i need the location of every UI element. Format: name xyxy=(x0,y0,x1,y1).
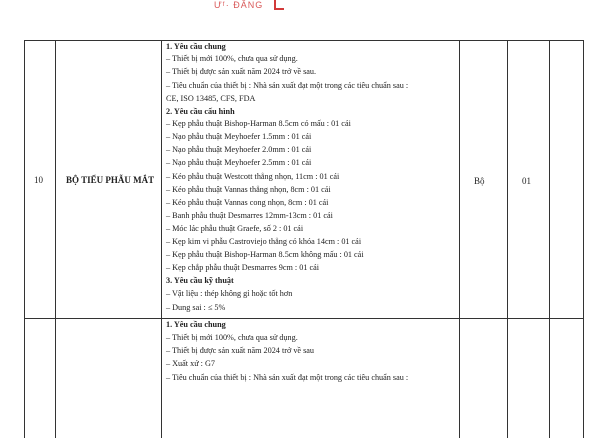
spec-line: – Dung sai : ≤ 5% xyxy=(166,303,226,312)
spec-line: – Kéo phẫu thuật Westcott thẳng nhọn, 11cm : 01 cái xyxy=(166,172,340,181)
spec-line: – Móc lác phẫu thuật Graefe, số 2 : 01 cái xyxy=(166,224,304,233)
row-unit: Bộ xyxy=(474,176,485,186)
table-border-right xyxy=(583,40,584,438)
spec-line: – Kẹp kim vi phẫu Castroviejo thẳng có khóa 14cm : 01 cái xyxy=(166,237,362,246)
spec-line: 1. Yêu cầu chung xyxy=(166,42,226,51)
row-stt: 10 xyxy=(34,175,43,185)
row-item-name: BỘ TIỂU PHẪU MẮT xyxy=(66,175,155,185)
table-border-top xyxy=(24,40,584,41)
row-quantity: 01 xyxy=(522,176,531,186)
spec-line: – Kéo phẫu thuật Vannas thẳng nhọn, 8cm : 01 cái xyxy=(166,185,331,194)
spec-line: – Kẹp chắp phẫu thuật Desmarres 9cm : 01 cái xyxy=(166,263,320,272)
spec-line: – Thiết bị được sản xuất năm 2024 trở về sau. xyxy=(166,67,317,76)
spec-line: CE, ISO 13485, CFS, FDA xyxy=(166,94,256,103)
header-stamp: Ưᶠ· ĐĂNG xyxy=(214,0,264,10)
spec-line: – Nạo phẫu thuật Meyhoefer 2.0mm : 01 cái xyxy=(166,145,312,154)
table-divider-unit xyxy=(507,40,508,438)
spec-line: – Tiêu chuẩn của thiết bị : Nhà sản xuất đạt một trong các tiêu chuẩn sau : xyxy=(166,81,409,90)
spec-line: – Banh phẫu thuật Desmarres 12mm-13cm : 01 cái xyxy=(166,211,333,220)
spec-line: 3. Yêu cầu kỹ thuật xyxy=(166,276,234,285)
spec-line: – Kéo phẫu thuật Vannas cong nhọn, 8cm : 01 cái xyxy=(166,198,329,207)
table-divider-spec xyxy=(459,40,460,438)
spec-line: 1. Yêu cầu chung xyxy=(166,320,226,329)
spec-line: – Xuất xứ : G7 xyxy=(166,359,216,368)
spec-line: – Vật liệu : thép không gỉ hoặc tốt hơn xyxy=(166,289,293,298)
spec-line: – Kẹp phẫu thuật Bishop-Harman 8.5cm không mấu : 01 cái xyxy=(166,250,364,259)
spec-line: 2. Yêu cầu cấu hình xyxy=(166,107,235,116)
spec-line: – Thiết bị mới 100%, chưa qua sử dụng. xyxy=(166,54,298,63)
table-border-left xyxy=(24,40,25,438)
header-stamp-mark xyxy=(274,0,284,10)
table-row-divider xyxy=(24,318,584,319)
spec-line: – Tiêu chuẩn của thiết bị : Nhà sản xuất đạt một trong các tiêu chuẩn sau : xyxy=(166,373,409,382)
table-divider-name xyxy=(161,40,162,438)
table-divider-stt xyxy=(55,40,56,438)
spec-line: – Nạo phẫu thuật Meyhoefer 2.5mm : 01 cái xyxy=(166,158,312,167)
spec-line: – Thiết bị mới 100%, chưa qua sử dụng. xyxy=(166,333,298,342)
table-divider-qty xyxy=(549,40,550,438)
spec-line: – Thiết bị được sản xuất năm 2024 trở về sau xyxy=(166,346,315,355)
spec-line: – Kẹp phẫu thuật Bishop-Harman 8.5cm có mấu : 01 cái xyxy=(166,119,351,128)
spec-line: – Nạo phẫu thuật Meyhoefer 1.5mm : 01 cái xyxy=(166,132,312,141)
